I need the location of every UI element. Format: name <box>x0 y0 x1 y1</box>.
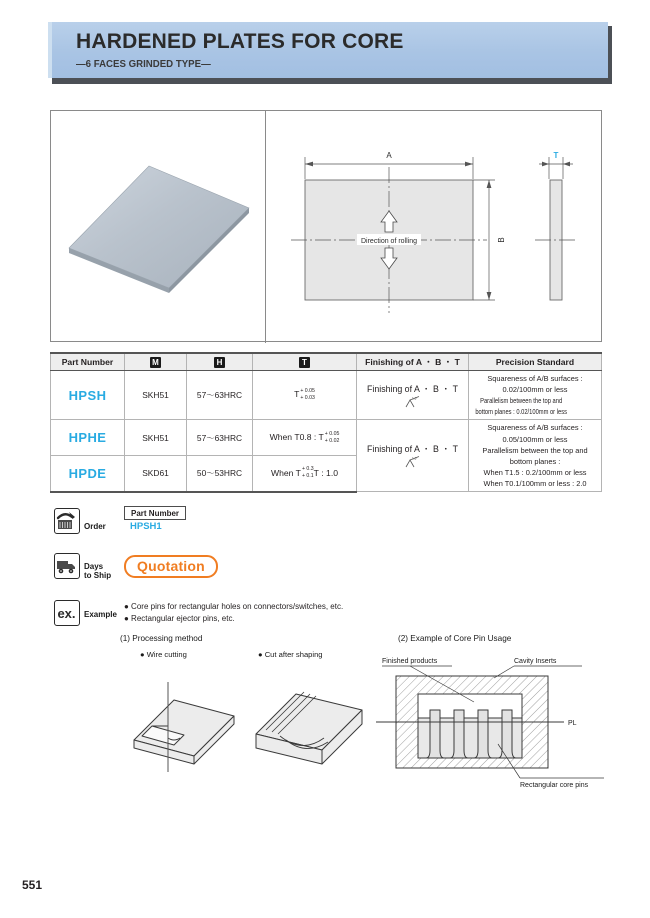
cell-material: SKD61 <box>125 456 187 492</box>
header-shadow-side <box>608 26 612 78</box>
precision-line-3: When T⁦1.5 : 0.2/100mm or less <box>483 467 587 477</box>
ship-icon-box <box>54 553 80 579</box>
cell-tolerance <box>253 456 357 492</box>
tolerance-upper: + 0.05 <box>324 430 340 437</box>
cell-precision <box>469 371 602 420</box>
cell-material: SKH51 <box>125 371 187 420</box>
page-number: 551 <box>22 878 43 892</box>
figure-panel <box>50 110 602 342</box>
cut-after-shaping-illustration <box>246 668 371 788</box>
svg-text:ex.: ex. <box>57 606 76 621</box>
dim-b-label: B <box>497 237 506 243</box>
table-row <box>51 420 602 456</box>
example-bullets <box>124 601 343 626</box>
dim-a-label: A <box>386 151 392 160</box>
pl-callout: PL <box>568 720 577 727</box>
table-row <box>51 371 602 420</box>
cell-hardness: 50〜53HRC <box>187 456 253 492</box>
core-pin-usage-diagram <box>374 652 606 792</box>
col-hardness <box>187 353 253 371</box>
dim-t-label: T <box>553 151 559 160</box>
cavity-inserts-callout: Cavity Inserts <box>514 658 557 665</box>
cell-precision <box>469 420 602 492</box>
precision-line-1: Squareness of A/B surfaces : 0.02/100mm or less <box>487 374 583 395</box>
precision-line-1: Squareness of A/B surfaces : 0.05/100mm or less <box>487 423 583 444</box>
cell-part-number: HPSH <box>51 371 125 420</box>
table-header-row <box>51 353 602 371</box>
cell-tolerance <box>253 371 357 420</box>
tolerance-label: When T⁦0.8 : T <box>269 432 324 443</box>
plate-photo <box>61 156 257 296</box>
surface-roughness-icon <box>405 456 421 468</box>
svg-text:1.6: 1.6 <box>412 396 417 401</box>
tolerance-upper: + 0.3 <box>301 466 314 473</box>
cell-hardness: 57〜63HRC <box>187 371 253 420</box>
hardness-symbol-icon: H <box>214 357 225 368</box>
example-icon-box <box>54 600 80 626</box>
telephone-order-icon <box>55 509 78 532</box>
thickness-symbol-icon: T <box>299 357 310 368</box>
cell-material: SKH51 <box>125 420 187 456</box>
tolerance-lower: + 0.1 <box>301 473 314 480</box>
example-bullet: ● Core pins for rectangular holes on connectors/switches, etc. <box>124 602 344 611</box>
processing-method-title: (1) Processing method <box>120 634 203 643</box>
cell-part-number: HPHE <box>51 420 125 456</box>
core-pin-usage-title: (2) Example of Core Pin Usage <box>398 634 512 643</box>
col-finishing: Finishing of A ・ B ・ T <box>357 353 469 371</box>
surface-roughness-icon <box>405 396 421 408</box>
cell-finishing: Finishing of A ・ B ・ T 1.6 <box>357 420 469 492</box>
quotation-badge: Quotation <box>124 555 218 578</box>
tolerance-lower: + 0.03 <box>300 395 315 402</box>
cell-hardness: 57〜63HRC <box>187 420 253 456</box>
finished-products-callout: Finished products <box>382 658 438 665</box>
ship-label: Days to Ship <box>84 562 112 581</box>
cell-tolerance <box>253 420 357 456</box>
order-icon-box <box>54 508 80 534</box>
cell-part-number: HPDE <box>51 456 125 492</box>
order-label: Order <box>84 522 106 531</box>
order-field-label: Part Number <box>124 506 186 520</box>
core-pins-callout: Rectangular core pins <box>520 782 589 789</box>
example-bullet: ● Rectangular ejector pins, etc. <box>124 614 235 624</box>
precision-line-2: Parallelism between the top and bottom planes : <box>482 445 588 466</box>
precision-line-2: Parallelism between the top and bottom planes : 0.02/100mm or less <box>475 396 567 417</box>
cell-finishing: Finishing of A ・ B ・ T 1.6 <box>357 371 469 420</box>
col-precision: Precision Standard <box>469 353 602 371</box>
dimension-drawing <box>273 117 599 339</box>
page-title: HARDENED PLATES FOR CORE <box>76 30 404 53</box>
page-subtitle: —6 FACES GRINDED TYPE— <box>76 58 211 70</box>
precision-line-4: When T⁧2.0 : 0.1/100mm or less <box>483 478 587 488</box>
header-shadow <box>52 78 612 84</box>
ex-icon <box>55 601 78 624</box>
col-material <box>125 353 187 371</box>
cut-after-shaping-caption: ● Cut after shaping <box>258 650 323 659</box>
specification-table <box>50 352 602 493</box>
tolerance-label: When T⁧1.0 : T <box>271 467 338 478</box>
tolerance-label: T <box>294 389 300 400</box>
col-part-number: Part Number <box>51 353 125 371</box>
order-field-value: HPSH1 <box>130 521 162 532</box>
example-label: Example <box>84 610 117 619</box>
rolling-direction-label: Direction of rolling <box>360 238 418 245</box>
svg-text:1.6: 1.6 <box>412 456 417 461</box>
wire-cutting-caption: ● Wire cutting <box>140 650 187 659</box>
material-symbol-icon: M <box>150 357 161 368</box>
figure-divider <box>265 111 266 343</box>
tolerance-upper: + 0.05 <box>300 388 315 395</box>
tolerance-lower: + 0.02 <box>324 437 340 444</box>
wire-cutting-illustration <box>122 668 242 788</box>
col-thickness <box>253 353 357 371</box>
truck-icon <box>55 554 78 577</box>
